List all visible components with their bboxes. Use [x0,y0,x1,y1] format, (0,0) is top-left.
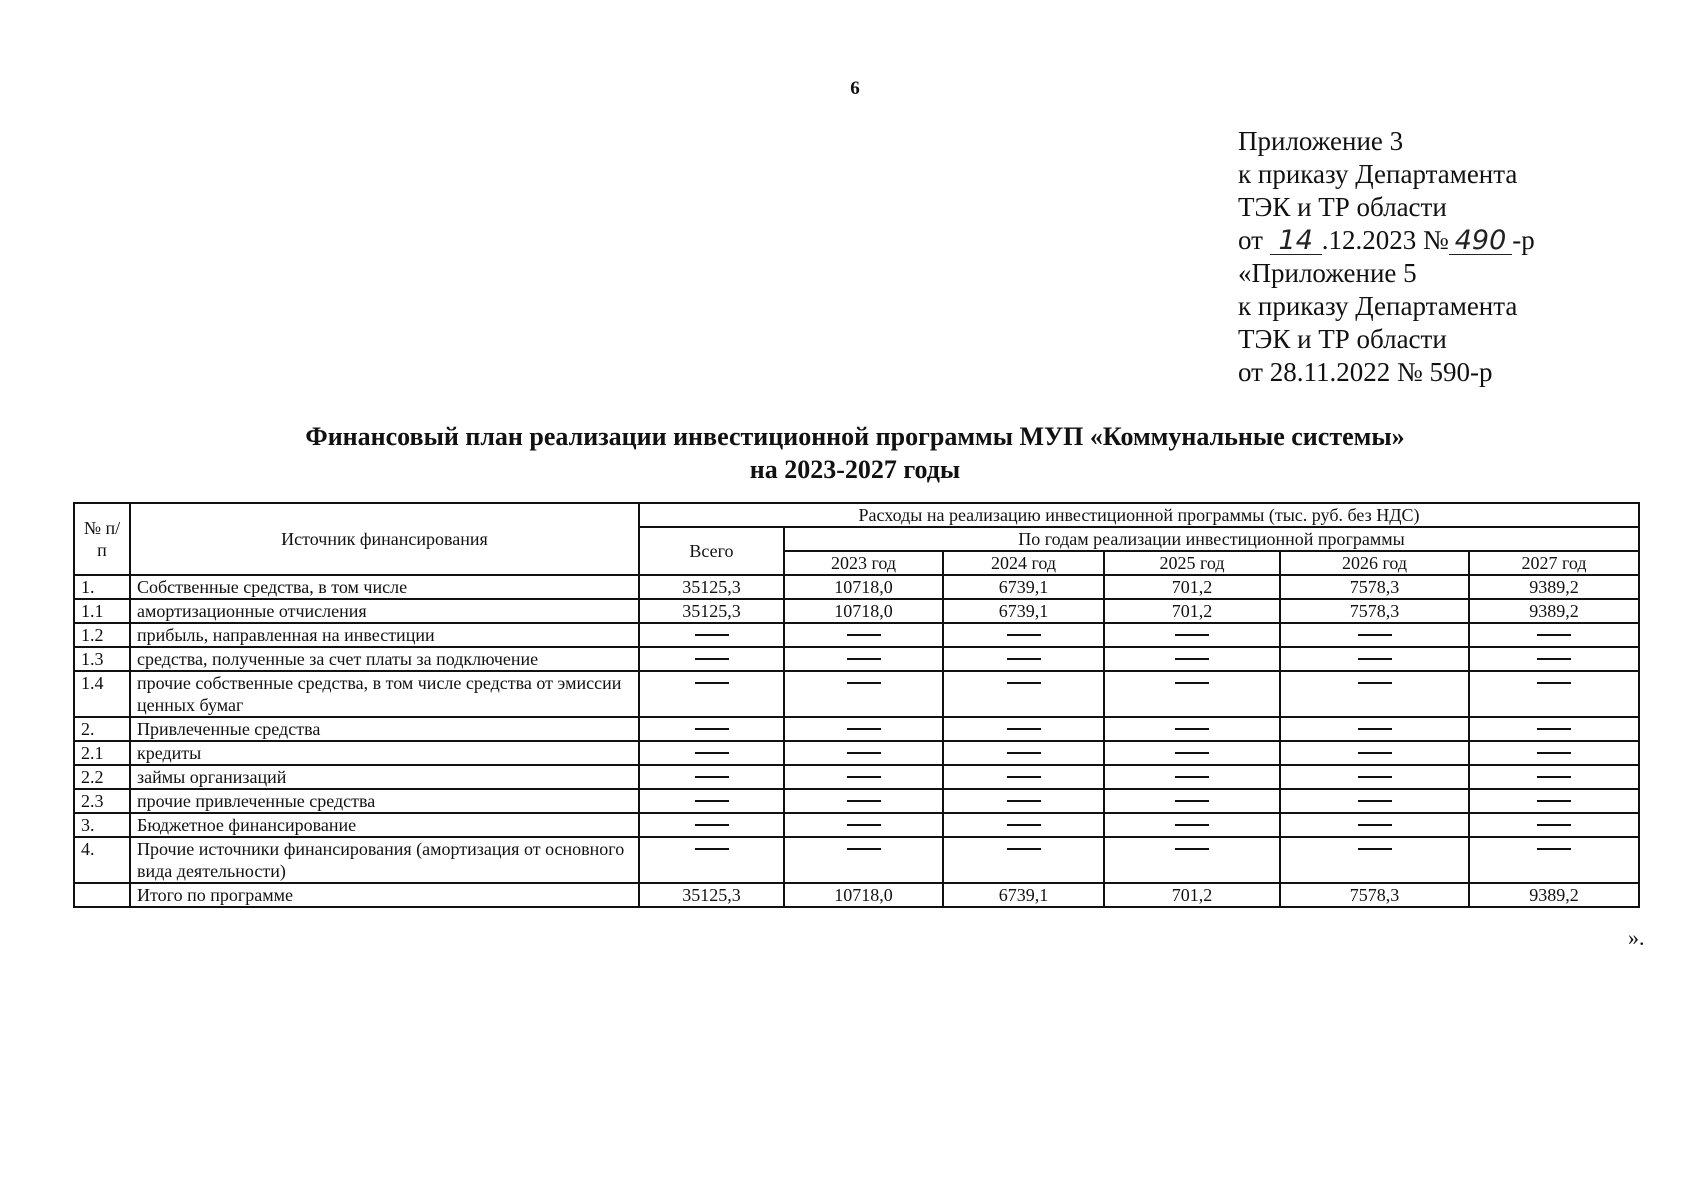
empty-dash [1104,765,1280,789]
dash-mark [1358,776,1392,778]
appendix-date-middle: .12.2023 № [1321,225,1449,255]
row-source: Прочие источники финансирования (амортизация от основного вида деятельности) [130,837,639,883]
dash-mark [847,728,881,730]
empty-dash [1104,671,1280,717]
row-source: амортизационные отчисления [130,599,639,623]
dash-mark [1358,682,1392,684]
row-value: 6739,1 [943,883,1104,907]
row-value: 701,2 [1104,883,1280,907]
dash-mark [695,752,729,754]
dash-mark [695,728,729,730]
dash-mark [1007,634,1041,636]
row-source: займы организаций [130,765,639,789]
empty-dash [639,789,784,813]
empty-dash [943,671,1104,717]
title-line-1: Финансовый план реализации инвестиционной программы МУП «Коммунальные системы» [305,422,1405,451]
dash-mark [847,682,881,684]
header-total: Всего [639,527,784,575]
table-row [74,599,1639,623]
dash-mark [1358,752,1392,754]
table-row [74,741,1639,765]
row-value: 7578,3 [1280,883,1469,907]
dash-mark [1175,824,1209,826]
dash-mark [1537,658,1571,660]
row-source: прочие собственные средства, в том числе средства от эмиссии ценных бумаг [130,671,639,717]
document-title [0,420,1695,486]
row-value: 6739,1 [943,599,1104,623]
dash-mark [1358,728,1392,730]
row-number: 2.1 [74,741,130,765]
table-row [74,883,1639,907]
row-source: Собственные средства, в том числе [130,575,639,599]
row-number: 4. [74,837,130,883]
table-row [74,765,1639,789]
row-source: прочие привлеченные средства [130,789,639,813]
dash-mark [695,682,729,684]
dash-mark [695,800,729,802]
empty-dash [784,741,943,765]
row-value: 9389,2 [1469,599,1639,623]
empty-dash [784,813,943,837]
table-row [74,789,1639,813]
appendix-line: ТЭК и ТР области [1238,192,1447,222]
row-value: 9389,2 [1469,575,1639,599]
dash-mark [847,824,881,826]
empty-dash [639,741,784,765]
row-value: 10718,0 [784,575,943,599]
empty-dash [1104,623,1280,647]
row-source: Итого по программе [130,883,639,907]
row-value: 35125,3 [639,883,784,907]
dash-mark [1007,752,1041,754]
dash-mark [1175,848,1209,850]
dash-mark [1358,634,1392,636]
dash-mark [695,776,729,778]
empty-dash [1280,717,1469,741]
empty-dash [1104,647,1280,671]
row-value: 701,2 [1104,599,1280,623]
dash-mark [1537,728,1571,730]
empty-dash [784,765,943,789]
header-num: № п/п [74,503,130,575]
empty-dash [1280,837,1469,883]
appendix-line: от 28.11.2022 № 590-р [1238,357,1493,387]
row-value: 6739,1 [943,575,1104,599]
row-number: 1. [74,575,130,599]
row-number: 2.2 [74,765,130,789]
row-source: кредиты [130,741,639,765]
dash-mark [1007,824,1041,826]
handwritten-number: 490 [1449,228,1513,255]
empty-dash [1280,647,1469,671]
empty-dash [1469,671,1639,717]
row-number: 1.2 [74,623,130,647]
dash-mark [1358,848,1392,850]
header-year: 2027 год [1469,551,1639,575]
header-year: 2023 год [784,551,943,575]
empty-dash [639,837,784,883]
table-row [74,623,1639,647]
dash-mark [1175,634,1209,636]
empty-dash [1104,717,1280,741]
dash-mark [1007,776,1041,778]
empty-dash [1469,717,1639,741]
row-number: 1.1 [74,599,130,623]
dash-mark [1007,682,1041,684]
header-year: 2026 год [1280,551,1469,575]
row-value: 10718,0 [784,599,943,623]
dash-mark [1007,728,1041,730]
row-source: Бюджетное финансирование [130,813,639,837]
empty-dash [1104,789,1280,813]
row-number [74,883,130,907]
dash-mark [1175,682,1209,684]
empty-dash [943,765,1104,789]
row-number: 1.4 [74,671,130,717]
appendix-line: к приказу Департамента [1238,159,1518,189]
empty-dash [1469,837,1639,883]
dash-mark [847,800,881,802]
empty-dash [1469,623,1639,647]
empty-dash [1280,813,1469,837]
dash-mark [1537,800,1571,802]
empty-dash [784,671,943,717]
row-source: средства, полученные за счет платы за подключение [130,647,639,671]
row-number: 2.3 [74,789,130,813]
empty-dash [943,623,1104,647]
dash-mark [1175,658,1209,660]
dash-mark [1007,800,1041,802]
empty-dash [639,717,784,741]
empty-dash [639,623,784,647]
appendix-line: «Приложение 5 [1238,258,1417,288]
empty-dash [1280,623,1469,647]
empty-dash [784,623,943,647]
table-row [74,813,1639,837]
row-value: 35125,3 [639,599,784,623]
dash-mark [847,848,881,850]
handwritten-day: 14 [1270,228,1322,255]
dash-mark [695,848,729,850]
empty-dash [1469,741,1639,765]
row-source: Привлеченные средства [130,717,639,741]
row-number: 2. [74,717,130,741]
dash-mark [1537,682,1571,684]
dash-mark [695,634,729,636]
row-source: прибыль, направленная на инвестиции [130,623,639,647]
empty-dash [1280,671,1469,717]
empty-dash [1104,813,1280,837]
dash-mark [1537,824,1571,826]
empty-dash [639,671,784,717]
row-value: 10718,0 [784,883,943,907]
dash-mark [847,752,881,754]
page-number: 6 [850,78,860,99]
appendix-date-prefix: от [1238,225,1263,255]
row-value: 7578,3 [1280,599,1469,623]
dash-mark [847,776,881,778]
empty-dash [943,813,1104,837]
table-row [74,717,1639,741]
table-row [74,671,1639,717]
empty-dash [1469,647,1639,671]
header-year: 2025 год [1104,551,1280,575]
row-value: 701,2 [1104,575,1280,599]
header-expenses: Расходы на реализацию инвестиционной программы (тыс. руб. без НДС) [639,503,1639,527]
dash-mark [1537,634,1571,636]
dash-mark [1175,728,1209,730]
title-line-2: на 2023-2027 годы [749,455,961,484]
dash-mark [847,634,881,636]
row-value: 35125,3 [639,575,784,599]
empty-dash [1469,789,1639,813]
empty-dash [1469,765,1639,789]
row-value: 9389,2 [1469,883,1639,907]
empty-dash [1104,741,1280,765]
empty-dash [943,741,1104,765]
empty-dash [784,717,943,741]
row-value: 7578,3 [1280,575,1469,599]
header-by-years: По годам реализации инвестиционной программы [784,527,1639,551]
appendix-line: ТЭК и ТР области [1238,324,1447,354]
dash-mark [1358,658,1392,660]
financial-plan-table [73,502,1640,908]
empty-dash [1469,813,1639,837]
empty-dash [943,837,1104,883]
row-number: 3. [74,813,130,837]
empty-dash [639,647,784,671]
empty-dash [943,647,1104,671]
empty-dash [639,813,784,837]
table-row [74,575,1639,599]
empty-dash [1280,765,1469,789]
table-row [74,837,1639,883]
appendix-line: к приказу Департамента [1238,291,1518,321]
appendix-date-line [1238,224,1535,257]
dash-mark [1007,848,1041,850]
empty-dash [784,789,943,813]
header-source: Источник финансирования [130,503,639,575]
empty-dash [943,717,1104,741]
header-year: 2024 год [943,551,1104,575]
dash-mark [1175,752,1209,754]
empty-dash [784,647,943,671]
dash-mark [1537,752,1571,754]
empty-dash [943,789,1104,813]
dash-mark [1175,800,1209,802]
empty-dash [1280,741,1469,765]
table-row [74,647,1639,671]
dash-mark [1007,658,1041,660]
dash-mark [1358,824,1392,826]
empty-dash [1280,789,1469,813]
appendix-date-suffix: -р [1512,225,1535,255]
empty-dash [1104,837,1280,883]
dash-mark [1537,848,1571,850]
empty-dash [784,837,943,883]
appendix-block [1238,125,1535,389]
closing-quote: ». [1628,925,1645,950]
dash-mark [1175,776,1209,778]
dash-mark [695,824,729,826]
appendix-line: Приложение 3 [1238,126,1404,156]
dash-mark [1358,800,1392,802]
dash-mark [847,658,881,660]
row-number: 1.3 [74,647,130,671]
empty-dash [639,765,784,789]
dash-mark [695,658,729,660]
dash-mark [1537,776,1571,778]
